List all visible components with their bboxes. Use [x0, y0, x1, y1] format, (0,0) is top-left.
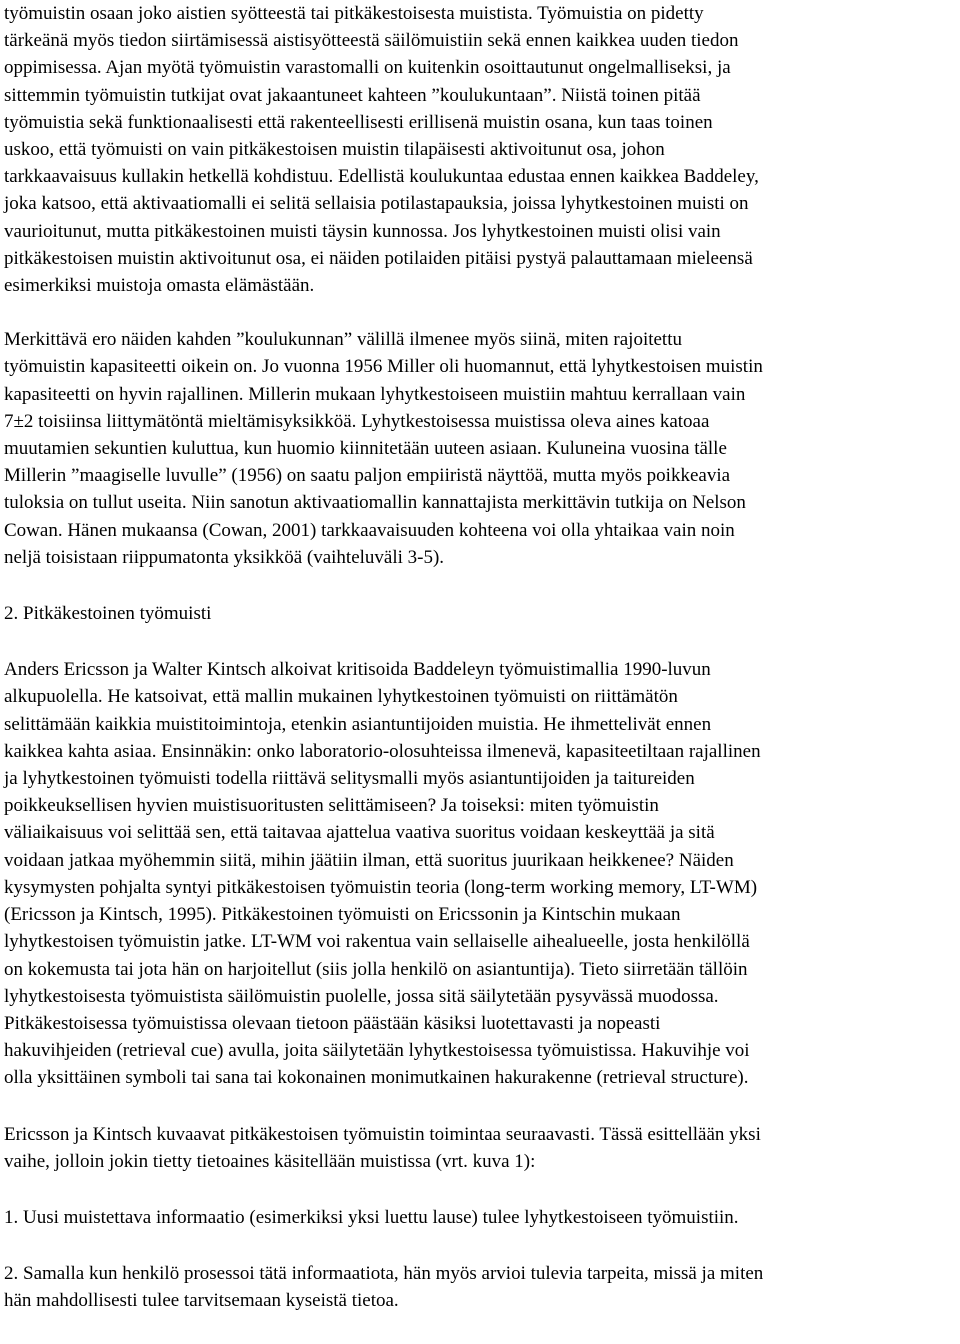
paragraph-description — [4, 1121, 954, 1175]
text-line: esimerkiksi muistoja omasta elämästään. — [4, 275, 315, 297]
paragraph-capacity — [4, 326, 954, 571]
text-line: Millerin ”maagiselle luvulle” (1956) on saatu paljon empiiristä näyttöä, mutta myös poikkeavia — [4, 465, 731, 487]
text-line: tärkeänä myös tiedon siirtämisessä aistisyötteestä säilömuistiin sekä ennen kaikkea uuden tiedon — [4, 30, 739, 52]
text-line: työmuistia sekä funktionaalisesti että rakenteellisesti erillisenä muistin osana, kun taas toinen — [4, 111, 713, 133]
text-line: alkupuolella. He katsoivat, että mallin mukainen lyhytkestoinen työmuisti on riittämätön — [4, 686, 678, 708]
text-line: muutamien sekuntien kuluttua, kun huomio kiinnitetään uuteen asiaan. Kuluneina vuosina tälle — [4, 438, 727, 460]
text-line: vaurioitunut, mutta pitkäkestoinen muisti täysin kunnossa. Jos lyhytkestoinen muisti olisi vain — [4, 220, 721, 242]
text-line: hakuvihjeiden (retrieval cue) avulla, joita säilytetään lyhytkestoisessa työmuistissa. Hakuvihje voi — [4, 1040, 750, 1062]
text-line: hän mahdollisesti tulee tarvitsemaan kyseistä tietoa. — [4, 1290, 399, 1312]
text-line: 2. Samalla kun henkilö prosessoi tätä informaatiota, hän myös arvioi tulevia tarpeita, missä ja miten — [4, 1263, 764, 1285]
text-line: väliaikaisuus voi selittää sen, että taitavaa ajattelua vaativa suoritus voidaan keskeyttää ja sitä — [4, 822, 715, 844]
text-line: Pitkäkestoisessa työmuistissa olevaan tietoon päästään käsiksi luotettavasti ja nopeasti — [4, 1012, 661, 1034]
text-line: tuloksia on tullut useita. Niin sanotun aktivaatiomallin kannattajista merkittävin tutkija on Nelson — [4, 492, 746, 514]
text-line: selittämään kaikkia muistitoimintoja, etenkin asiantuntijoiden muistia. He ihmettelivät ennen — [4, 713, 712, 735]
text-line: neljä toisistaan riippumatonta yksikköä (vaihteluväli 3-5). — [4, 546, 445, 568]
text-line: uskoo, että työmuisti on vain pitkäkestoisen muistin tilapäisesti aktivoitunut osa, johon — [4, 139, 665, 161]
text-line: kapasiteetti on hyvin rajallinen. Millerin mukaan lyhytkestoiseen muistiin mahtuu kerrallaan vain — [4, 383, 746, 405]
list-item-1 — [4, 1204, 954, 1231]
text-line: Cowan. Hänen mukaansa (Cowan, 2001) tarkkaavaisuuden kohteena voi olla yhtaikaa vain noin — [4, 519, 735, 541]
text-line: kaikkea kahta asiaa. Ensinnäkin: onko laboratorio-olosuhteissa ilmenevä, kapasiteetiltaan rajallinen — [4, 740, 761, 762]
text-line: poikkeuksellisen hyvien muistisuoritusten selittämiseen? Ja toiseksi: miten työmuistin — [4, 795, 659, 817]
paragraph-intro — [4, 0, 954, 299]
text-line: voidaan jatkaa myöhemmin siitä, mihin jäätiin ilman, että suoritus juurikaan heikkenee? Näiden — [4, 849, 734, 871]
text-line: vaihe, jolloin jokin tietty tietoaines käsitellään muistissa (vrt. kuva 1): — [4, 1150, 536, 1172]
text-line: (Ericsson ja Kintsch, 1995). Pitkäkestoinen työmuisti on Ericssonin ja Kintschin mukaan — [4, 904, 681, 926]
text-line: työmuistin kapasiteetti oikein on. Jo vuonna 1956 Miller oli huomannut, että lyhytkestoisen muistin — [4, 356, 763, 378]
text-line: on kokemusta tai jota hän on harjoitellut (siis jolla henkilö on asiantuntija). Tieto siirretään tällöin — [4, 958, 748, 980]
text-line: ja lyhytkestoinen työmuisti todella riittävä selitysmalli myös asiantuntijoiden ja taitureiden — [4, 768, 695, 790]
text-line: lyhytkestoisen työmuistin jatke. LT-WM voi rakentua vain sellaiselle aihealueelle, josta henkilöllä — [4, 931, 750, 953]
text-line: Anders Ericsson ja Walter Kintsch alkoivat kritisoida Baddeleyn työmuistimallia 1990-luvun — [4, 659, 711, 681]
text-line: Ericsson ja Kintsch kuvaavat pitkäkestoisen työmuistin toimintaa seuraavasti. Tässä esittellään yksi — [4, 1123, 761, 1145]
section-heading: 2. Pitkäkestoinen työmuisti — [4, 603, 212, 625]
text-line: työmuistin osaan joko aistien syötteestä tai pitkäkestoisesta muistista. Työmuistia on pidetty — [4, 3, 704, 24]
text-line: sittemmin työmuistin tutkijat ovat jakaantuneet kahteen ”koulukuntaan”. Niistä toinen pitää — [4, 84, 701, 106]
text-line: joka katsoo, että aktivaatiomalli ei selitä sellaisia potilastapauksia, joissa lyhytkestoinen muisti on — [4, 193, 749, 215]
text-line: pitkäkestoisen muistin aktivoitunut osa, ei näiden potilaiden pitäisi pystyä palauttamaan mieleensä — [4, 247, 753, 269]
list-item-2 — [4, 1260, 954, 1314]
text-line: oppimisessa. Ajan myötä työmuistin varastomalli on kuitenkin osoittautunut ongelmalliseksi, ja — [4, 57, 731, 79]
text-line: kysymysten pohjalta syntyi pitkäkestoisen työmuistin teoria (long-term working memory, LT-WM) — [4, 876, 758, 898]
text-line: tarkkaavaisuus kullakin hetkellä kohdistuu. Edellistä koulukuntaa edustaa ennen kaikkea Baddeley, — [4, 166, 759, 188]
paragraph-ltwm — [4, 656, 954, 1091]
document-page — [4, 0, 954, 1344]
text-line: 1. Uusi muistettava informaatio (esimerkiksi yksi luettu lause) tulee lyhytkestoiseen työmuistiin. — [4, 1206, 739, 1228]
text-line: olla yksittäinen symboli tai sana tai kokonainen monimutkainen hakurakenne (retrieval structure). — [4, 1067, 749, 1089]
text-line: lyhytkestoisesta työmuistista säilömuistin puolelle, jossa sitä säilytetään pysyvässä muodossa. — [4, 985, 719, 1007]
text-line: 7±2 toisiinsa liittymätöntä mieltämisyksikköä. Lyhytkestoisessa muistissa oleva aines katoaa — [4, 410, 710, 432]
text-line: Merkittävä ero näiden kahden ”koulukunnan” välillä ilmenee myös siinä, miten rajoitettu — [4, 329, 682, 351]
